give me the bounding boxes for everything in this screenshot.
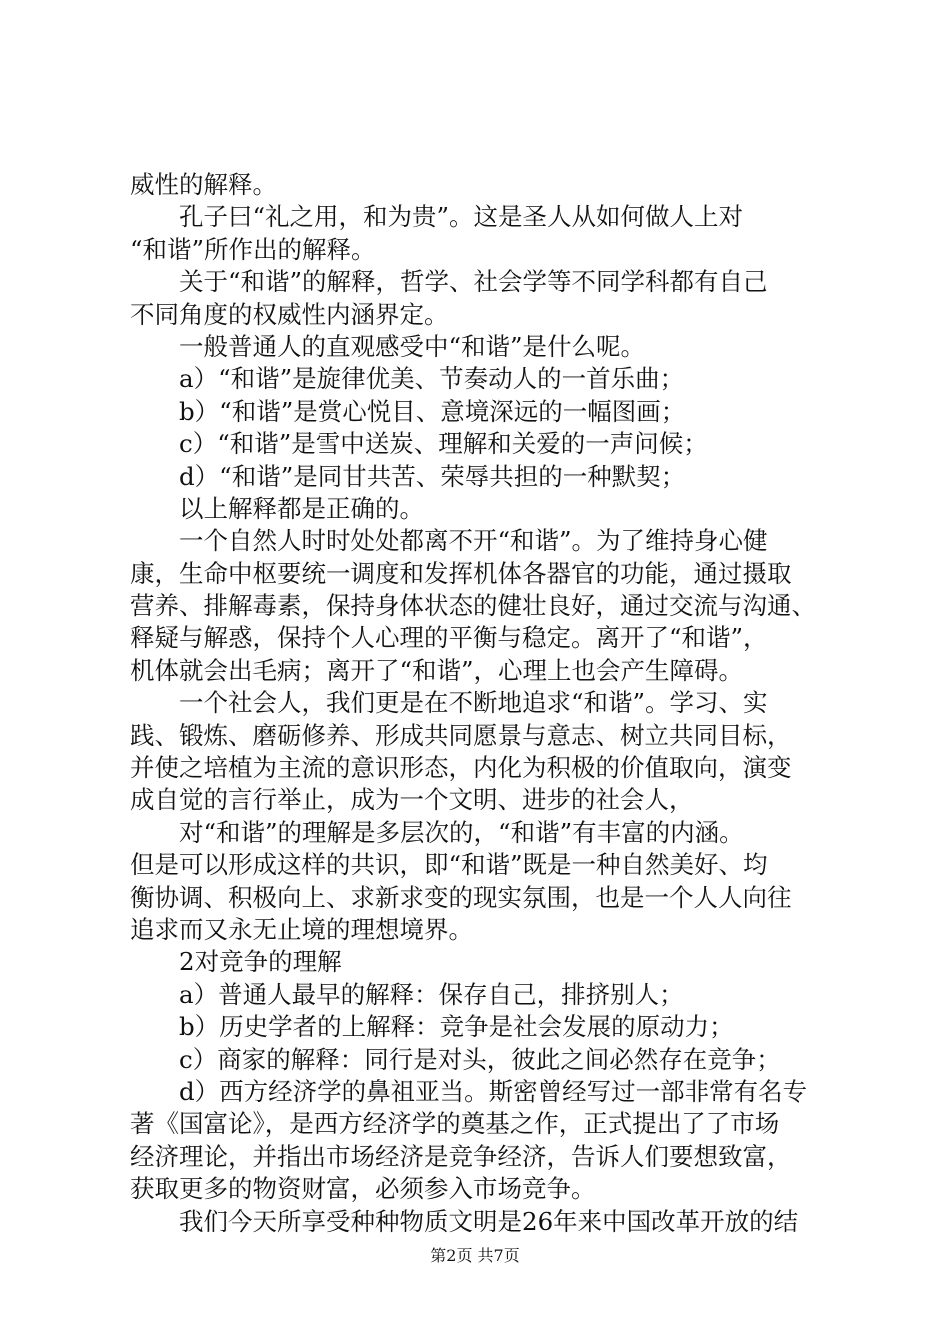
text-line: 机体就会出毛病；离开了“和谐”，心理上也会产生障碍。 (130, 655, 744, 685)
text-line: b）历史学者的上解释：竞争是社会发展的原动力； (179, 1012, 734, 1042)
text-line: 威性的解释。 (130, 170, 277, 199)
text-line: 衡协调、积极向上、求新求变的现实氛围，也是一个人人向往 (130, 882, 792, 912)
text-line: 成自觉的言行举止，成为一个文明、进步的社会人， (130, 785, 694, 815)
text-line: 但是可以形成这样的共识，即“和谐”既是一种自然美好、均 (130, 850, 768, 880)
text-line: a）“和谐”是旋律优美、节奏动人的一首乐曲； (179, 364, 685, 394)
text-line: “和谐”所作出的解释。 (130, 234, 376, 264)
text-line: 并使之培植为主流的意识形态，内化为积极的价值取向，演变 (130, 753, 792, 783)
text-line: 一般普通人的直观感受中“和谐”是什么呢。 (179, 331, 646, 361)
text-line: 关于“和谐”的解释，哲学、社会学等不同学科都有自己 (179, 267, 768, 297)
text-line: 践、锻炼、磨砺修养、形成共同愿景与意志、树立共同目标， (130, 720, 792, 750)
document-body (130, 169, 830, 1238)
text-line: 不同角度的权威性内涵界定。 (130, 299, 449, 329)
text-line: 以上解释都是正确的。 (179, 493, 424, 523)
text-line: d）西方经济学的鼻祖亚当。斯密曾经写过一部非常有名专 (179, 1076, 808, 1106)
text-line: 康，生命中枢要统一调度和发挥机体各器官的功能，通过摄取 (130, 558, 792, 588)
text-line: b）“和谐”是赏心悦目、意境深远的一幅图画； (179, 396, 686, 426)
text-line: 释疑与解惑，保持个人心理的平衡与稳定。离开了“和谐”， (130, 623, 768, 653)
text-line: 我们今天所享受种种物质文明是26年来中国改革开放的结 (179, 1206, 799, 1236)
text-line: 孔子曰“礼之用，和为贵”。这是圣人从如何做人上对 (179, 202, 744, 232)
text-line: 2对竞争的理解 (179, 947, 342, 977)
text-line: c）“和谐”是雪中送炭、理解和关爱的一声问候； (179, 429, 708, 459)
text-line: 营养、排解毒素，保持身体状态的健壮良好，通过交流与沟通、 (130, 591, 816, 621)
text-line: d）“和谐”是同甘共苦、荣辱共担的一种默契； (179, 461, 686, 491)
text-line: 著《国富论》，是西方经济学的奠基之作，正式提出了了市场 (130, 1109, 780, 1139)
page-footer: 第2页 共7页 (430, 1246, 520, 1265)
text-line: 对“和谐”的理解是多层次的，“和谐”有丰富的内涵。 (179, 817, 744, 847)
text-line: 追求而又永无止境的理想境界。 (130, 914, 473, 944)
text-line: 获取更多的物资财富，必须参入市场竞争。 (130, 1174, 596, 1204)
text-line: a）普通人最早的解释：保存自己，排挤别人； (179, 979, 684, 1009)
text-line: 一个社会人，我们更是在不断地追求“和谐”。学习、实 (179, 688, 768, 718)
text-line: c）商家的解释：同行是对头，彼此之间必然存在竞争； (179, 1044, 781, 1074)
text-line: 经济理论，并指出市场经济是竞争经济，告诉人们要想致富， (130, 1141, 792, 1171)
text-line: 一个自然人时时处处都离不开“和谐”。为了维持身心健 (179, 526, 768, 556)
